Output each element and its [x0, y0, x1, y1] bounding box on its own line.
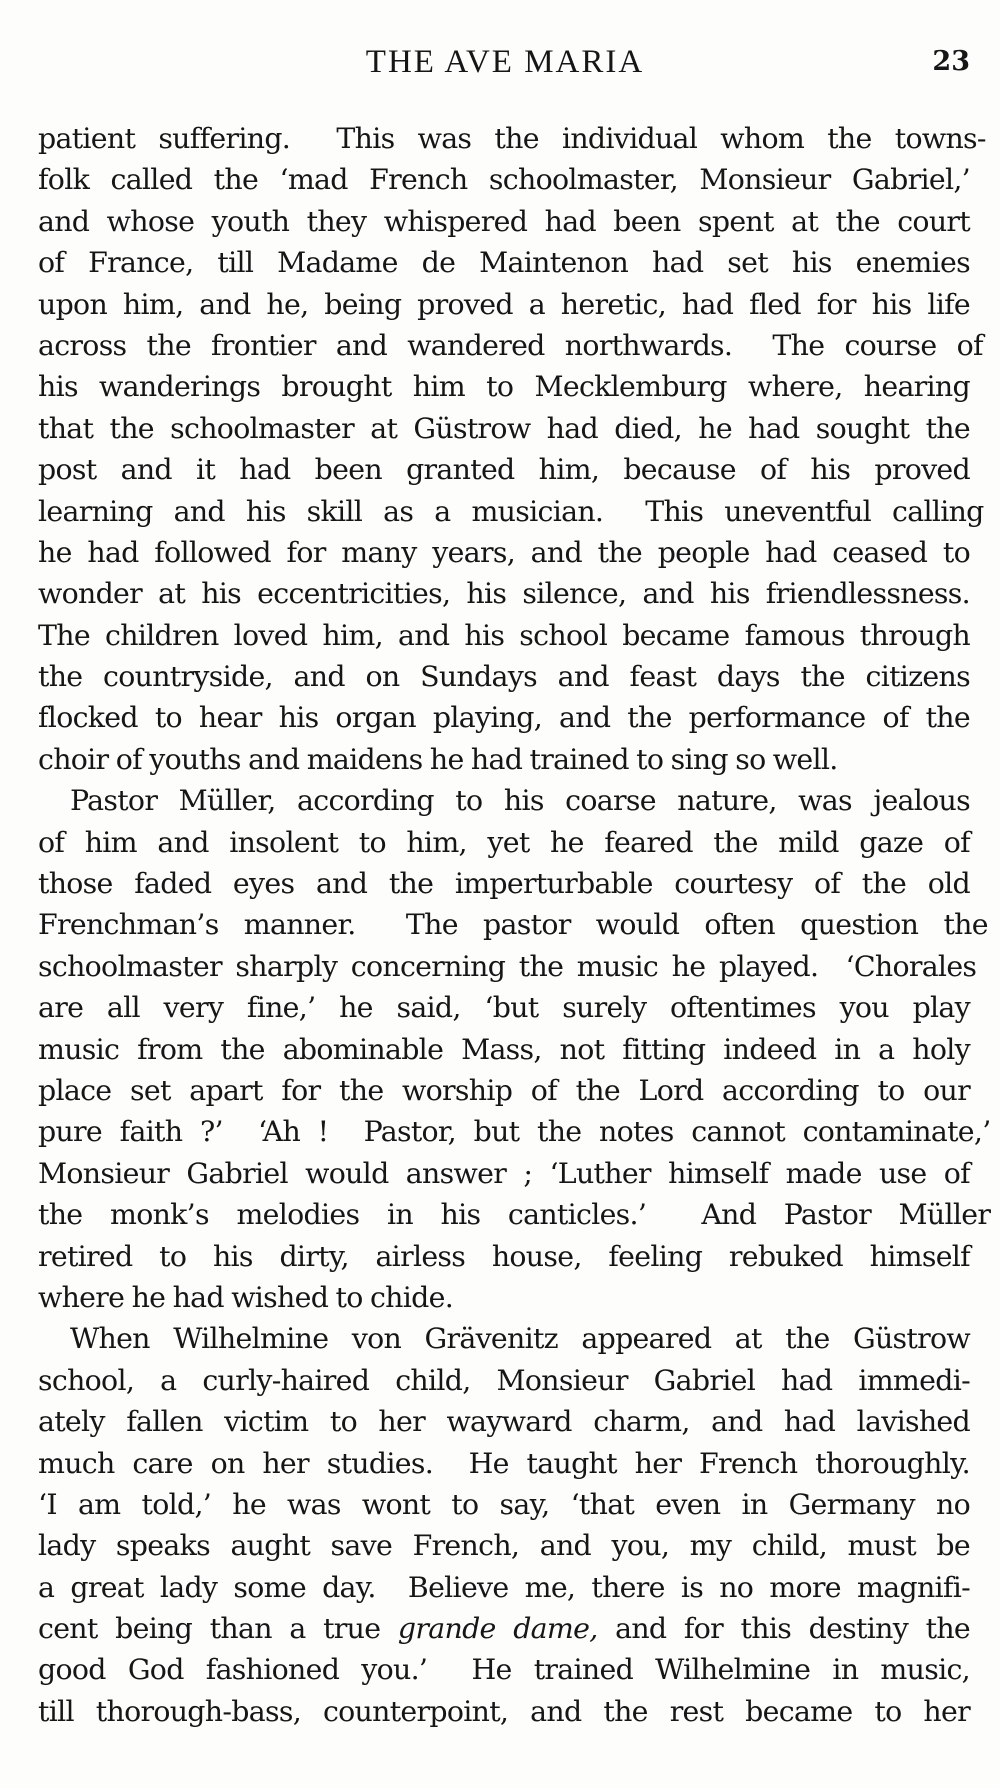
paragraph-3	[38, 1318, 970, 1732]
running-head	[40, 42, 970, 82]
text-line: post and it had been granted him, because of his proved	[38, 453, 970, 487]
text-line: folk called the ‘mad French schoolmaster, Monsieur Gabriel,’	[38, 163, 970, 197]
text-line: flocked to hear his organ playing, and the performance of the	[38, 701, 970, 735]
text-line: of France, till Madame de Maintenon had set his enemies	[38, 246, 970, 280]
page-title: THE AVE MARIA	[365, 44, 645, 80]
text-line: much care on her studies. He taught her French thoroughly.	[38, 1446, 970, 1480]
text-line: those faded eyes and the imperturbable courtesy of the old	[38, 867, 970, 901]
text-line: retired to his dirty, airless house, feeling rebuked himself	[38, 1239, 970, 1273]
text-line: pure faith ?’ ‘Ah ! Pastor, but the notes cannot contaminate,’	[38, 1115, 991, 1149]
text-segment: and for this destiny the	[597, 1612, 971, 1646]
text-line: Pastor Müller, according to his coarse nature, was jealous	[70, 784, 970, 818]
text-line: learning and his skill as a musician. This uneventful calling	[38, 494, 984, 528]
text-line: Frenchman’s manner. The pastor would often question the	[38, 908, 988, 942]
text-line: where he had wished to chide.	[38, 1280, 454, 1314]
body-text	[38, 118, 991, 1732]
text-line: music from the abominable Mass, not fitting indeed in a holy	[38, 1032, 970, 1066]
text-line: till thorough-bass, counterpoint, and the rest became to her	[38, 1694, 970, 1728]
text-line: the countryside, and on Sundays and feast days the citizens	[38, 660, 970, 694]
text-line: wonder at his eccentricities, his silence, and his friendlessness.	[38, 577, 970, 611]
text-line: of him and insolent to him, yet he feared the mild gaze of	[38, 825, 970, 859]
text-line-with-italic	[38, 1608, 970, 1649]
text-line: a great lady some day. Believe me, there is no more magnifi-	[38, 1570, 970, 1604]
text-line: patient suffering. This was the individual whom the towns-	[38, 122, 986, 155]
paragraph-1	[38, 118, 986, 780]
text-line: The children loved him, and his school became famous through	[38, 618, 970, 652]
text-line: and whose youth they whispered had been spent at the court	[38, 204, 970, 238]
paragraph-2	[38, 780, 991, 1318]
text-line: Monsieur Gabriel would answer ; ‘Luther himself made use of	[38, 1156, 970, 1190]
text-line: schoolmaster sharply concerning the music he played. ‘Chorales	[38, 949, 977, 983]
text-line: choir of youths and maidens he had trained to sing so well.	[38, 742, 838, 776]
page-number: 23	[932, 46, 970, 77]
text-segment: cent being than a true	[38, 1612, 398, 1646]
text-line: ately fallen victim to her wayward charm, and had lavished	[38, 1405, 970, 1439]
text-line: the monk’s melodies in his canticles.’ And Pastor Müller	[38, 1198, 991, 1232]
text-line: place set apart for the worship of the Lord according to our	[38, 1073, 970, 1107]
text-line: upon him, and he, being proved a heretic, had fled for his life	[38, 287, 970, 321]
text-line: are all very fine,’ he said, ‘but surely oftentimes you play	[38, 991, 970, 1025]
text-line: school, a curly-haired child, Monsieur Gabriel had immedi-	[38, 1363, 970, 1397]
text-line: lady speaks aught save French, and you, my child, must be	[38, 1529, 970, 1563]
text-line: his wanderings brought him to Mecklemburg where, hearing	[38, 370, 970, 404]
text-line: across the frontier and wandered northwards. The course of	[38, 328, 983, 362]
text-line: good God fashioned you.’ He trained Wilhelmine in music,	[38, 1653, 970, 1687]
text-line: ‘I am told,’ he was wont to say, ‘that even in Germany no	[38, 1487, 970, 1521]
text-line: that the schoolmaster at Güstrow had died, he had sought the	[38, 411, 970, 445]
text-line: When Wilhelmine von Grävenitz appeared at the Güstrow	[70, 1322, 970, 1356]
text-line: he had followed for many years, and the people had ceased to	[38, 535, 970, 569]
italic-phrase: grande dame,	[397, 1612, 598, 1646]
